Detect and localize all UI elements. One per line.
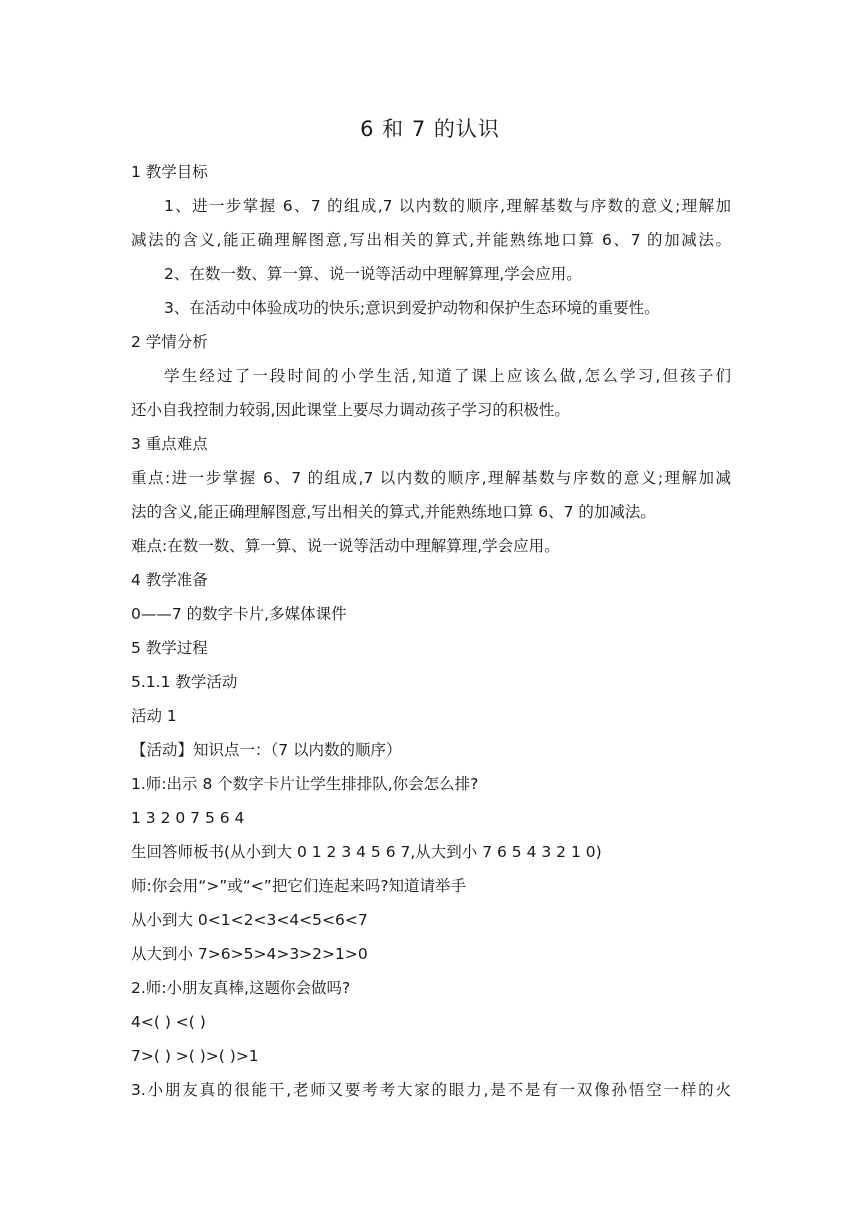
section-heading-student-analysis: 2 学情分析 [131,333,208,351]
paragraph-line: 1、进一步掌握 6、7 的组成,7 以内数的顺序,理解基数与序数的意义;理解加 [164,197,731,215]
paragraph-line: 2.师:小朋友真棒,这题你会做吗? [131,979,351,997]
paragraph-line: 减法的含义,能正确理解图意,写出相关的算式,并能熟练地口算 6、7 的加减法。 [131,231,731,249]
document-body [131,155,731,1107]
paragraph-line: 还小自我控制力较弱,因此课堂上要尽力调动孩子学习的积极性。 [131,401,570,419]
activity-label: 活动 1 [131,707,177,725]
paragraph-line: 师:你会用“>”或“<”把它们连起来吗?知道请举手 [131,877,467,895]
paragraph-line: 从大到小 7>6>5>4>3>2>1>0 [131,945,368,963]
paragraph-line: 学生经过了一段时间的小学生活,知道了课上应该么做,怎么学习,但孩子们 [164,367,731,385]
paragraph-line: 重点:进一步掌握 6、7 的组成,7 以内数的顺序,理解基数与序数的意义;理解加减 [131,469,731,487]
paragraph-line: 3.小朋友真的很能干,老师又要考考大家的眼力,是不是有一双像孙悟空一样的火 [131,1081,731,1099]
paragraph-line: 难点:在数一数、算一算、说一说等活动中理解算理,学会应用。 [131,537,560,555]
paragraph-line: 7>( ) >( )>( )>1 [131,1047,259,1065]
paragraph-line: 1.师:出示 8 个数字卡片让学生排排队,你会怎么排? [131,775,479,793]
paragraph-line: 1 3 2 0 7 5 6 4 [131,809,245,827]
paragraph-line: 从小到大 0<1<2<3<4<5<6<7 [131,911,368,929]
paragraph-line: 2、在数一数、算一算、说一说等活动中理解算理,学会应用。 [164,265,582,283]
section-heading-key-points: 3 重点难点 [131,435,208,453]
document-title: 6 和 7 的认识 [360,117,500,141]
paragraph-line: 法的含义,能正确理解图意,写出相关的算式,并能熟练地口算 6、7 的加减法。 [131,503,656,521]
subsection-heading: 5.1.1 教学活动 [131,673,238,691]
section-heading-teaching-goals: 1 教学目标 [131,163,208,181]
paragraph-line: 3、在活动中体验成功的快乐;意识到爱护动物和保护生态环境的重要性。 [164,299,660,317]
paragraph-line: 4<( ) <( ) [131,1013,206,1031]
paragraph-line: 生回答师板书(从小到大 0 1 2 3 4 5 6 7,从大到小 7 6 5 4 3 2 1 0) [131,843,602,861]
section-heading-teaching-process: 5 教学过程 [131,639,208,657]
activity-heading: 【活动】知识点一：（7 以内数的顺序） [131,741,402,759]
section-heading-preparation: 4 教学准备 [131,571,208,589]
paragraph-line: 0——7 的数字卡片,多媒体课件 [131,605,347,623]
